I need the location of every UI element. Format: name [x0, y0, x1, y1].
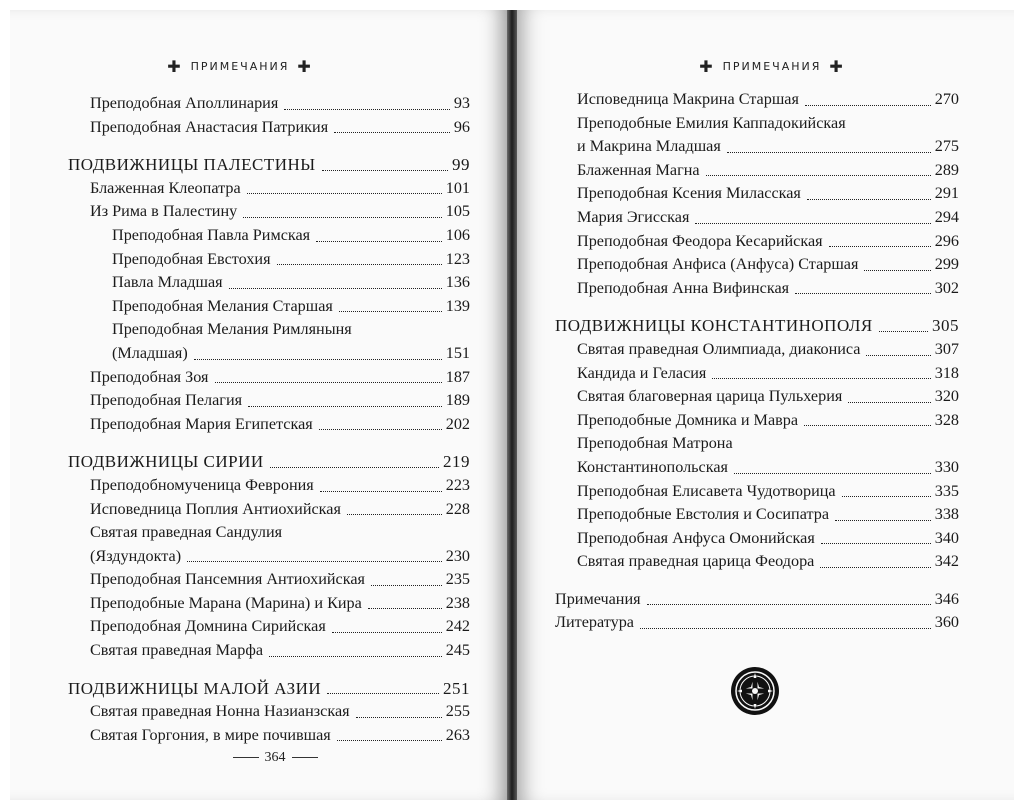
cross-icon: ✚ — [699, 57, 715, 76]
toc-section[interactable]: ПОДВИЖНИЦЫ МАЛОЙ АЗИИ 251 — [68, 678, 470, 698]
toc-entry[interactable]: Преподобная Анфиса (Анфуса) Старшая 299 — [577, 255, 959, 274]
toc-entry[interactable]: Преподобная Мария Египетская 202 — [90, 414, 470, 433]
toc-entry[interactable]: Преподобная Павла Римская 106 — [112, 225, 470, 244]
toc-entry[interactable]: Преподобная Анастасия Патрикия 96 — [90, 117, 470, 136]
celtic-cross-ornament-icon — [729, 665, 781, 717]
toc-entry-line1[interactable]: Святая праведная Сандулия — [90, 523, 283, 542]
book-spread — [10, 10, 1014, 800]
toc-entry-notes[interactable]: Примечания 346 — [555, 589, 959, 608]
toc-entry[interactable]: Кандида и Геласия 318 — [577, 363, 959, 382]
toc-entry[interactable]: Преподобная Ксения Миласская 291 — [577, 184, 959, 203]
page-number: 364 — [215, 750, 335, 766]
left-page — [10, 10, 507, 800]
toc-entry[interactable]: Преподобная Мелания Старшая 139 — [112, 296, 470, 315]
toc-entry[interactable]: Из Рима в Палестину 105 — [90, 202, 470, 221]
toc-entry[interactable]: Преподобная Анна Вифинская 302 — [577, 278, 959, 297]
toc-entry-line2[interactable]: (Младшая) 151 — [112, 343, 470, 362]
cross-icon: ✚ — [829, 57, 845, 76]
toc-entry-line2[interactable]: и Макрина Младшая 275 — [577, 137, 959, 156]
toc-entry-line2[interactable]: Константинопольская 330 — [577, 457, 959, 476]
toc-entry[interactable]: Святая праведная царица Феодора 342 — [577, 552, 959, 571]
toc-entry[interactable]: Преподобная Анфуса Омонийская 340 — [577, 528, 959, 547]
toc-entry[interactable]: Преподобная Феодора Кесарийская 296 — [577, 231, 959, 250]
toc-entry[interactable]: Исповедница Макрина Старшая 270 — [577, 90, 959, 108]
toc-entry[interactable]: Преподобная Домнина Сирийская 242 — [90, 617, 470, 636]
toc-entry[interactable]: Преподобная Зоя 187 — [90, 367, 470, 386]
toc-entry[interactable]: Блаженная Клеопатра 101 — [90, 178, 470, 197]
toc-entry[interactable]: Преподобная Елисавета Чудотворица 335 — [577, 481, 959, 500]
toc-entry-line2[interactable]: (Яздундокта) 230 — [90, 546, 470, 565]
toc-entry[interactable]: Святая благоверная царица Пульхерия 320 — [577, 387, 959, 406]
toc-entry[interactable]: Преподобномученица Феврония 223 — [90, 475, 470, 494]
toc-entry[interactable]: Преподобная Евстохия 123 — [112, 249, 470, 268]
toc-section[interactable]: ПОДВИЖНИЦЫ СИРИИ 219 — [68, 452, 470, 472]
toc-entry[interactable]: Преподобные Домника и Мавра 328 — [577, 410, 959, 429]
toc-entry[interactable]: Павла Младшая 136 — [112, 273, 470, 292]
toc-entry[interactable]: Преподобные Марана (Марина) и Кира 238 — [90, 593, 470, 612]
toc-entry-line1[interactable]: Преподобная Мелания Римляныня — [112, 320, 352, 339]
toc-section[interactable]: ПОДВИЖНИЦЫ КОНСТАНТИНОПОЛЯ 305 — [555, 316, 959, 336]
toc-entry[interactable]: Святая праведная Марфа 245 — [90, 641, 470, 660]
right-running-head — [577, 57, 967, 76]
toc-entry[interactable]: Блаженная Магна 289 — [577, 160, 959, 179]
running-head-text: ПРИМЕЧАНИЯ — [190, 60, 290, 73]
toc-entry[interactable]: Преподобная Пелагия 189 — [90, 391, 470, 410]
left-running-head — [40, 57, 440, 76]
toc-entry[interactable]: Преподобные Евстолия и Сосипатра 338 — [577, 505, 959, 524]
book-gutter — [507, 10, 517, 800]
cross-icon: ✚ — [297, 57, 313, 76]
toc-entry[interactable]: Преподобная Пансемния Антиохийская 235 — [90, 570, 470, 589]
toc-entry[interactable]: Святая праведная Нонна Назианзская 255 — [90, 702, 470, 721]
toc-entry[interactable]: Мария Эгисская 294 — [577, 207, 959, 226]
right-toc — [555, 88, 959, 635]
toc-entry[interactable]: Преподобная Аполлинария 93 — [90, 94, 470, 112]
toc-entry[interactable]: Святая праведная Олимпиада, диакониса 307 — [577, 339, 959, 358]
cross-icon: ✚ — [167, 57, 183, 76]
toc-entry-line1[interactable]: Преподобные Емилия Каппадокийская — [577, 113, 846, 132]
toc-entry-line1[interactable]: Преподобная Матрона — [577, 434, 733, 453]
toc-entry[interactable]: Святая Горгония, в мире почившая 263 — [90, 725, 470, 744]
toc-section[interactable]: ПОДВИЖНИЦЫ ПАЛЕСТИНЫ 99 — [68, 155, 470, 175]
running-head-text: ПРИМЕЧАНИЯ — [722, 60, 822, 73]
left-toc — [68, 92, 470, 747]
toc-entry-literature[interactable]: Литература 360 — [555, 613, 959, 632]
toc-entry[interactable]: Исповедница Поплия Антиохийская 228 — [90, 499, 470, 518]
